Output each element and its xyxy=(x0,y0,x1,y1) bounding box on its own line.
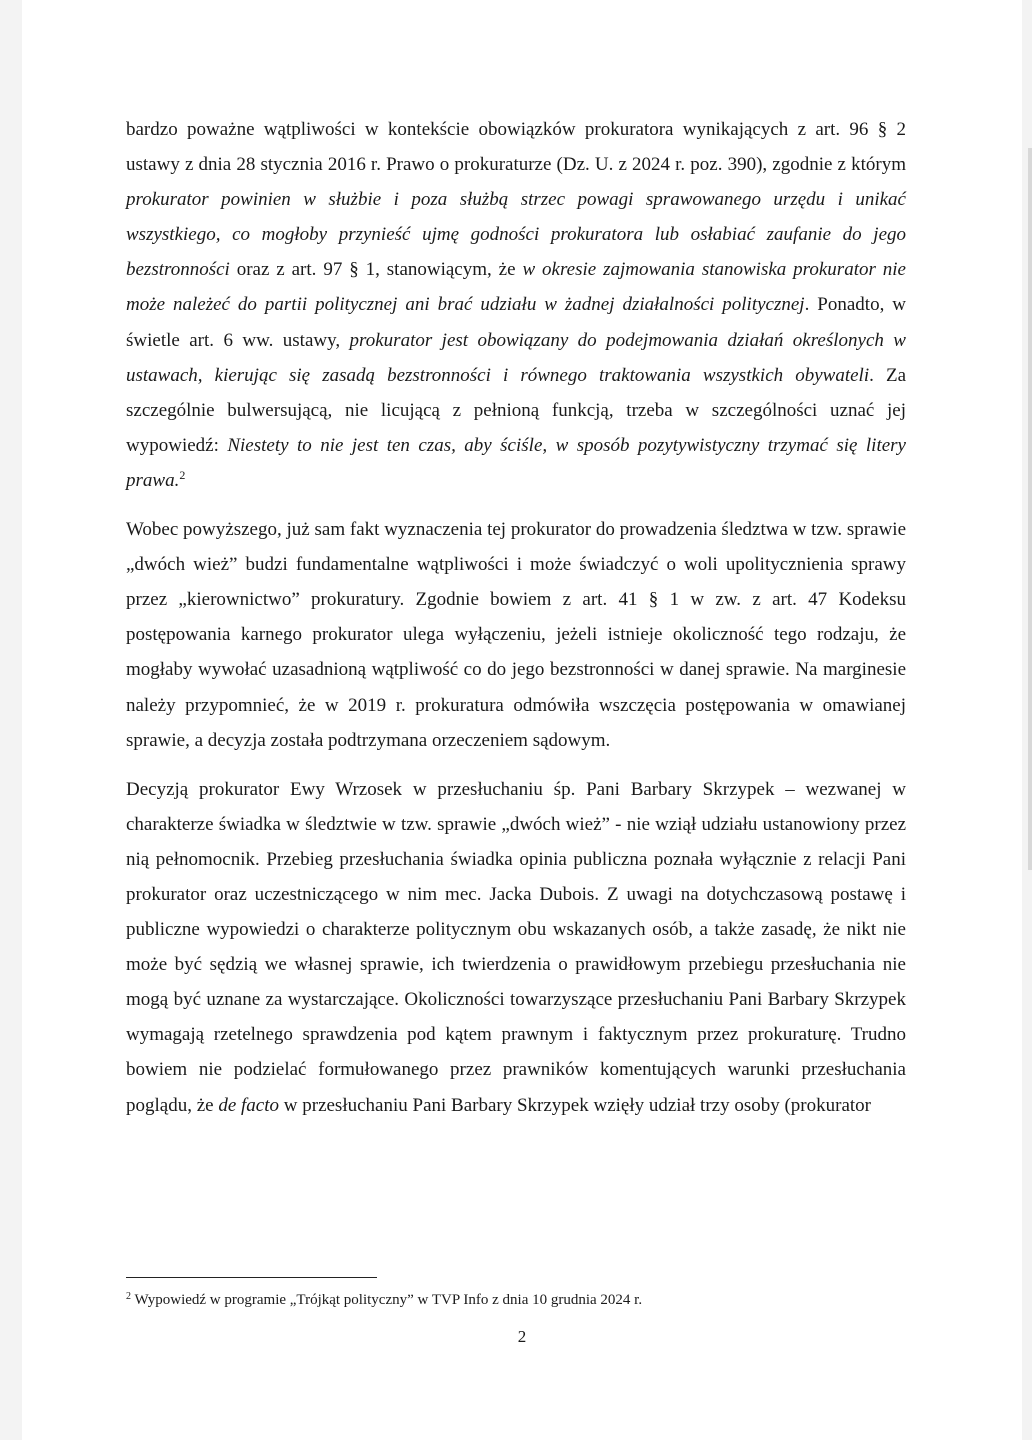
text-segment: Wobec powyższego, już sam fakt wyznaczenia tej prokurator do prowadzenia śledztwa w tzw. sprawie „dwóch wież” budzi fundamentalne wątpliwości i może świadczyć o woli upolitycznienia sprawy przez „kierownictwo” prokuratury. Zgodnie bowiem z art. 41 § 1 w zw. z art. 47 Kodeksu postępowania karnego prokurator ulega wyłączeniu, jeżeli istnieje okoliczność tego rodzaju, że mogłaby wywołać uzasadnioną wątpliwość co do jego bezstronności w danej sprawie. Na marginesie należy przypomnieć, że w 2019 r. prokuratura odmówiła wszczęcia postępowania w omawianej sprawie, a decyzja została podtrzymana orzeczeniem sądowym. xyxy=(126,519,906,751)
footnote-reference: 2 xyxy=(179,467,186,482)
document-page xyxy=(22,0,1022,1440)
footnote-marker: 2 xyxy=(126,1291,131,1302)
text-segment: bardzo poważne wątpliwości w kontekście obowiązków prokuratora wynikających z art. 96 § 2 ustawy z dnia 28 stycznia 2016 r. Prawo o prokuraturze (Dz. U. z 2024 r. poz. 390), zgodnie z którym xyxy=(126,119,906,176)
text-segment: . Za szczególnie bulwersującą, nie licującą z pełnioną funkcją, trzeba w szczególności uznać jej wypowiedź: xyxy=(126,364,907,456)
italic-quote: prokurator jest obowiązany do podejmowania działań określonych w ustawach, kierując się zasadą bezstronności i równego traktowania wszystkich obywateli xyxy=(126,329,906,386)
text-segment: . Ponadto, w świetle art. 6 ww. ustawy, xyxy=(126,294,907,351)
italic-quote: de facto xyxy=(218,1094,280,1116)
italic-quote: prokurator powinien w służbie i poza służbą strzec powagi sprawowanego urzędu i unikać wszystkiego, co mogłoby przynieść ujmę godności prokuratora lub osłabiać zaufanie do jego bezstronności xyxy=(126,189,906,281)
text-segment: Decyzją prokurator Ewy Wrzosek w przesłuchaniu śp. Pani Barbary Skrzypek – wezwanej w charakterze świadka w śledztwie w tzw. sprawie „dwóch wież” - nie wziął udziału ustanowiony przez nią pełnomocnik. Przebieg przesłuchania świadka opinia publiczna poznała wyłącznie z relacji Pani prokurator oraz uczestniczącego w nim mec. Jacka Dubois. Z uwagi na dotychczasową postawę i publiczne wypowiedzi o charakterze politycznym obu wskazanych osób, a także zasadę, że nikt nie może być sędzią we własnej sprawie, ich twierdzenia o prawidłowym przebiegu przesłuchania nie mogą być uznane za wystarczające. Okoliczności towarzyszące przesłuchaniu Pani Barbary Skrzypek wymagają rzetelnego sprawdzenia pod kątem prawnym i faktycznym przez prokuraturę. Trudno bowiem nie podzielać formułowanego przez prawników komentujących warunki przesłuchania poglądu, że xyxy=(126,778,906,1116)
document-body xyxy=(126,112,906,1123)
footnote-separator xyxy=(126,1277,377,1278)
page-number: 2 xyxy=(517,1327,527,1346)
text-segment: oraz z art. 97 § 1, stanowiącym, że xyxy=(229,259,523,281)
paragraph xyxy=(126,512,906,758)
footnote xyxy=(126,1290,906,1310)
footnote-text: Wypowiedź w programie „Trójkąt polityczny” w TVP Info z dnia 10 grudnia 2024 r. xyxy=(131,1292,643,1308)
paragraph xyxy=(126,772,906,1123)
italic-quote: Niestety to nie jest ten czas, aby ściśle, w sposób pozytywistyczny trzymać się litery prawa. xyxy=(126,434,906,491)
scrollbar[interactable] xyxy=(1028,148,1032,870)
text-segment: w przesłuchaniu Pani Barbary Skrzypek wzięły udział trzy osoby (prokurator xyxy=(279,1094,872,1116)
paragraph xyxy=(126,112,906,498)
italic-quote: w okresie zajmowania stanowiska prokurator nie może należeć do partii politycznej ani brać udziału w żadnej działalności politycznej xyxy=(126,259,906,316)
